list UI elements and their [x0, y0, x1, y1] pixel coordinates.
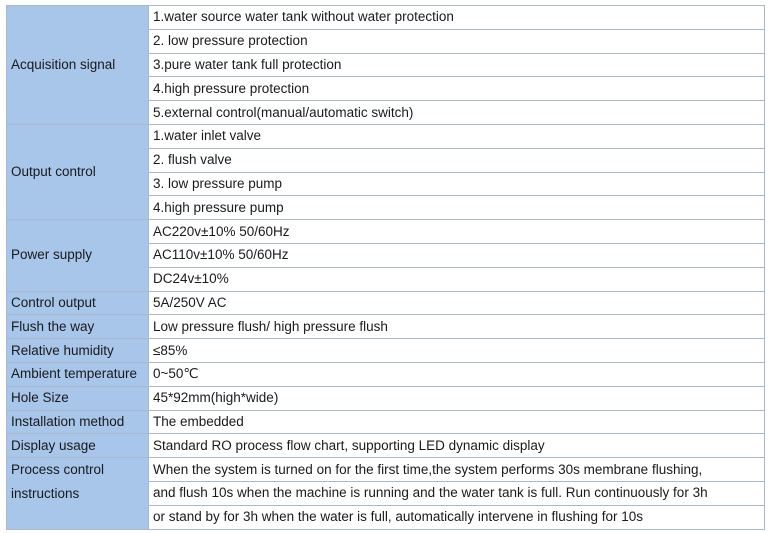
- table-row: [7, 220, 765, 244]
- row-value: and flush 10s when the machine is running and the water tank is full. Run continuously for 3h: [149, 481, 765, 505]
- row-value: 1.water inlet valve: [149, 124, 765, 148]
- row-label: Hole Size: [7, 386, 149, 410]
- table-row: [7, 434, 765, 458]
- table-row: [7, 386, 765, 410]
- row-value: The embedded: [149, 410, 765, 434]
- table-row: [7, 6, 765, 30]
- row-label: Relative humidity: [7, 339, 149, 363]
- row-label: Ambient temperature: [7, 362, 149, 386]
- row-value: 5.external control(manual/automatic switch): [149, 101, 765, 125]
- row-value: 2. low pressure protection: [149, 29, 765, 53]
- table-row: [7, 458, 765, 482]
- row-label: Control output: [7, 291, 149, 315]
- table-row: [7, 315, 765, 339]
- row-value: 4.high pressure pump: [149, 196, 765, 220]
- row-value: 0~50℃: [149, 362, 765, 386]
- row-value: AC220v±10% 50/60Hz: [149, 220, 765, 244]
- table-row: [7, 339, 765, 363]
- table-row: [7, 410, 765, 434]
- row-label: Display usage: [7, 434, 149, 458]
- spec-table: [6, 5, 765, 530]
- row-label: Flush the way: [7, 315, 149, 339]
- row-value: 45*92mm(high*wide): [149, 386, 765, 410]
- row-value: 1.water source water tank without water protection: [149, 6, 765, 30]
- row-value: or stand by for 3h when the water is full, automatically intervene in flushing for 10s: [149, 505, 765, 529]
- row-value: Standard RO process flow chart, supporting LED dynamic display: [149, 434, 765, 458]
- row-value: 3.pure water tank full protection: [149, 53, 765, 77]
- row-value: AC110v±10% 50/60Hz: [149, 243, 765, 267]
- row-label: Installation method: [7, 410, 149, 434]
- row-value: 5A/250V AC: [149, 291, 765, 315]
- row-label: Power supply: [7, 220, 149, 291]
- row-value: 3. low pressure pump: [149, 172, 765, 196]
- row-label: Output control: [7, 124, 149, 219]
- row-value: DC24v±10%: [149, 267, 765, 291]
- row-value: ≤85%: [149, 339, 765, 363]
- row-value: 2. flush valve: [149, 148, 765, 172]
- row-value: When the system is turned on for the first time,the system performs 30s membrane flushing,: [149, 458, 765, 482]
- spec-table-body: [7, 6, 765, 530]
- row-value: 4.high pressure protection: [149, 77, 765, 101]
- table-row: [7, 124, 765, 148]
- table-row: [7, 291, 765, 315]
- row-label: Acquisition signal: [7, 6, 149, 125]
- row-value: Low pressure flush/ high pressure flush: [149, 315, 765, 339]
- row-label: Process control instructions: [7, 458, 149, 529]
- table-row: [7, 362, 765, 386]
